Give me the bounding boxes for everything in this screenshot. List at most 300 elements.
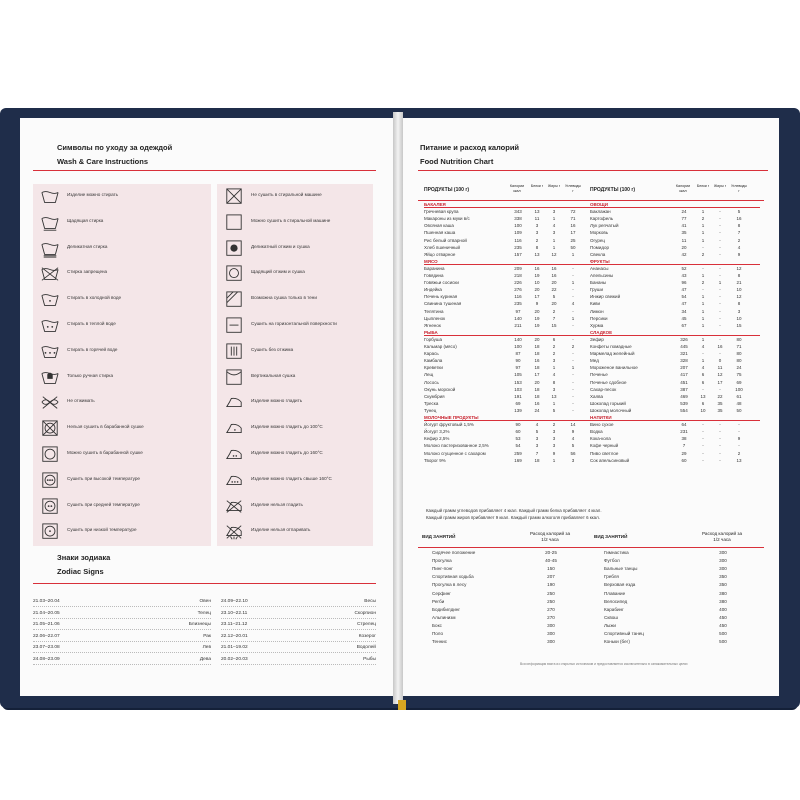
food-name: Сок апельсиновый: [590, 457, 630, 463]
food-name: Печенье: [590, 372, 608, 378]
food-row: [590, 457, 760, 464]
bookmark-ribbon: [398, 700, 406, 710]
food-row: [424, 215, 594, 222]
food-category: ФРУКТЫ: [590, 258, 760, 265]
wash-symbol-label: Стирать в горячей воде: [67, 346, 118, 352]
wash-symbol-label: Щадящая стирка: [67, 217, 104, 223]
food-value: 5: [571, 443, 575, 449]
food-name: Персики: [590, 315, 608, 321]
food-value: 3: [552, 443, 556, 449]
food-value: 25: [570, 237, 576, 243]
food-name: Инжир свежий: [590, 294, 621, 300]
food-row: [590, 400, 760, 407]
food-value: 9: [535, 301, 539, 307]
tub-icon: [39, 188, 61, 206]
food-value: 60: [515, 429, 521, 435]
food-row: [590, 450, 760, 457]
food-name: Шоколад горький: [590, 400, 626, 406]
food-value: 153: [514, 379, 522, 385]
activity-row: [590, 606, 755, 614]
food-value: -: [572, 336, 574, 342]
food-value: 12: [736, 265, 742, 271]
food-value: 16: [534, 400, 540, 406]
header-product: ПРОДУКТЫ (100 г): [590, 187, 636, 193]
food-value: -: [572, 393, 574, 399]
wash-title-en: Wash & Care Instructions: [57, 157, 148, 166]
food-row: [590, 442, 760, 449]
food-name: Морковь: [590, 230, 609, 236]
food-value: -: [719, 273, 721, 278]
food-value: 35: [681, 230, 687, 236]
food-row: [424, 272, 594, 279]
nutrition-note-2: Каждый грамм жиров прибавляет 9 ккал. Каждый грамм алкоголя прибавляет 6 ккал.: [426, 515, 600, 520]
wash-symbol-label: Деликатный отжим и сушка: [251, 243, 310, 249]
header-col: Углеводы г: [565, 184, 581, 193]
food-value: 90: [515, 358, 521, 364]
activity-row: [590, 590, 755, 598]
activity-row: [590, 638, 755, 646]
food-value: -: [572, 287, 574, 293]
food-value: 1: [552, 216, 556, 222]
activity-name: Гимнастика: [604, 550, 629, 555]
food-value: 45: [681, 315, 687, 321]
activity-kcal: 250: [547, 590, 555, 596]
food-value: 54: [515, 443, 521, 449]
food-row: [424, 244, 594, 251]
activity-row: [590, 557, 755, 565]
food-name: Говяжьи сосиски: [424, 280, 459, 286]
activity-row: [418, 549, 583, 557]
food-value: -: [719, 216, 721, 222]
activity-kcal: 40-45: [545, 558, 557, 564]
food-value: 90: [515, 422, 521, 428]
food-value: -: [719, 308, 721, 314]
food-value: 6: [552, 336, 556, 342]
header-col: Жиры г: [713, 184, 727, 188]
zodiac-sign: Стрелец: [356, 622, 376, 627]
wash-symbol-label: Не сушить в стиральной машине: [251, 192, 322, 197]
food-value: 9: [737, 436, 741, 442]
food-value: 17: [534, 372, 540, 378]
activity-kcal: 450: [719, 614, 727, 620]
wash-symbol-row: [217, 365, 373, 391]
food-value: 1: [701, 336, 705, 342]
food-name: Помидор: [590, 244, 609, 250]
food-value: 38: [681, 436, 687, 442]
food-value: 96: [681, 280, 687, 286]
zodiac-row: [221, 596, 376, 607]
header-product: ПРОДУКТЫ (100 г): [424, 187, 470, 193]
food-row: [424, 293, 594, 300]
wash-symbol-label: Не отжимать: [67, 398, 95, 404]
food-value: 7: [737, 230, 741, 236]
food-value: 1: [718, 280, 722, 286]
food-value: 2: [535, 237, 539, 243]
wash-symbol-label: Изделие можно гладить: [251, 398, 303, 404]
food-value: 2: [571, 344, 575, 349]
food-value: 18: [534, 457, 540, 463]
food-name: Ананасы: [590, 265, 609, 271]
food-row: [424, 357, 594, 364]
activity-row: [590, 573, 755, 581]
food-name: Мармелад желейный: [590, 351, 635, 357]
wash-symbol-label: Вертикальная сушка: [251, 372, 296, 378]
activity-row: [418, 557, 583, 565]
food-value: 6: [701, 400, 705, 406]
food-value: 140: [514, 315, 522, 321]
food-value: 77: [681, 216, 687, 222]
food-row: [590, 371, 760, 378]
zodiac-row: [221, 642, 376, 653]
food-name: Лосось: [424, 379, 439, 385]
food-row: [424, 265, 594, 272]
food-name: Картофель: [590, 216, 614, 222]
food-name: Пшенная каша: [424, 230, 456, 236]
food-value: 4: [552, 223, 556, 229]
wash-column-1: [33, 184, 211, 546]
tub-cold-icon: [39, 291, 61, 309]
food-value: 1: [571, 251, 575, 257]
iron-icon: [223, 394, 245, 412]
food-name: Шоколад молочный: [590, 407, 632, 413]
food-value: 2: [737, 450, 741, 456]
food-value: 29: [681, 450, 687, 456]
food-row: [590, 265, 760, 272]
food-value: 1: [701, 294, 705, 300]
activity-row: [590, 581, 755, 589]
food-value: 64: [681, 422, 687, 428]
nutrition-note-1: Каждый грамм углеводов прибавляет 4 ккал. Каждый грамм белка прибавляет 4 ккал.: [426, 508, 602, 513]
no-iron-icon: [223, 498, 245, 516]
food-row: [424, 442, 594, 449]
food-value: 61: [736, 393, 742, 399]
food-name: Йогурт 3,2%: [424, 429, 450, 435]
activity-kcal: 300: [547, 622, 555, 628]
hand-wash-icon: [39, 369, 61, 387]
food-value: -: [572, 265, 574, 271]
food-name: Лимон: [590, 308, 604, 314]
activity-header-kcal: Расход калорий за 1/2 часа: [530, 531, 570, 542]
food-value: -: [572, 379, 574, 385]
food-value: 41: [681, 223, 687, 229]
food-row: [590, 251, 760, 258]
food-row: [590, 208, 760, 215]
zodiac-row: [221, 654, 376, 665]
food-value: -: [719, 443, 721, 449]
food-value: 103: [514, 386, 522, 392]
food-value: -: [572, 407, 574, 413]
food-name: Огурец: [590, 237, 605, 243]
zodiac-dates: 22.06–22.07: [33, 633, 60, 639]
wash-symbol-label: Изделие нельзя отпаривать: [251, 527, 311, 533]
food-row: [590, 386, 760, 393]
food-row: [424, 400, 594, 407]
zodiac-row: [221, 608, 376, 619]
food-value: 8: [737, 223, 741, 229]
food-row: [424, 428, 594, 435]
food-value: 1: [552, 457, 556, 463]
food-row: [424, 315, 594, 322]
food-row: [590, 244, 760, 251]
food-row: [424, 308, 594, 315]
wash-symbol-row: [217, 390, 373, 416]
food-name: Конфеты помадные: [590, 344, 632, 349]
zodiac-row: [221, 631, 376, 642]
activity-name: Альпинизм: [432, 614, 456, 620]
wash-symbol-row: [217, 416, 373, 442]
food-value: 3: [552, 230, 556, 236]
food-value: -: [719, 230, 721, 236]
food-value: 235: [514, 244, 522, 250]
food-value: -: [719, 223, 721, 229]
iron-medium-icon: [223, 446, 245, 464]
food-value: -: [719, 450, 721, 456]
activity-row: [418, 573, 583, 581]
food-value: 5: [552, 407, 556, 413]
zodiac-dates: 24.09–22.10: [221, 599, 248, 604]
food-name: Треска: [424, 400, 439, 406]
activity-name: Регби: [432, 598, 445, 604]
food-value: 235: [514, 301, 522, 307]
wash-symbol-label: Стирка запрещена: [67, 269, 108, 275]
food-value: 3: [552, 429, 556, 435]
shade-dry-icon: [223, 291, 245, 309]
food-value: -: [572, 400, 574, 406]
food-row: [590, 393, 760, 400]
food-name: Баклажан: [590, 209, 611, 215]
gentle-spin-icon: [223, 265, 245, 283]
food-row: [590, 286, 760, 293]
activity-row: [418, 598, 583, 606]
food-row: [590, 379, 760, 386]
food-row: [424, 421, 594, 428]
food-value: -: [738, 422, 740, 428]
food-row: [590, 215, 760, 222]
zodiac-row: [221, 619, 376, 630]
food-value: 3: [535, 436, 539, 442]
food-row: [590, 237, 760, 244]
wash-symbol-row: [217, 287, 373, 313]
food-value: 326: [680, 336, 688, 342]
food-value: -: [719, 436, 721, 442]
food-name: Окунь морской: [424, 386, 456, 392]
food-value: 12: [717, 372, 723, 378]
no-machine-dry-icon: [223, 188, 245, 206]
food-value: 20: [534, 336, 540, 342]
food-name: Гречневая крупа: [424, 209, 459, 215]
zodiac-row: [33, 596, 211, 607]
activity-name: Велосипед: [604, 598, 628, 604]
activity-kcal: 450: [719, 622, 727, 628]
food-value: 9: [571, 429, 575, 435]
tumble-dry-high-icon: [39, 472, 61, 490]
zodiac-row: [33, 619, 211, 630]
food-value: 3: [535, 230, 539, 236]
food-value: 34: [681, 308, 687, 314]
activity-kcal: 300: [719, 558, 727, 564]
food-row: [424, 371, 594, 378]
activity-name: Бодибилдинг: [432, 606, 461, 612]
food-name: Свекла: [590, 251, 606, 257]
food-value: 7: [535, 450, 539, 456]
food-name: Халва: [590, 393, 603, 399]
food-value: 9: [552, 450, 556, 456]
food-value: 24: [681, 209, 687, 215]
food-value: 9: [737, 251, 741, 257]
food-value: 1: [701, 223, 705, 229]
food-value: 71: [736, 344, 742, 349]
food-name: Камбала: [424, 358, 443, 364]
wash-symbol-label: Сушить при низкой температуре: [67, 527, 137, 533]
zodiac-dates: 21.03–20.04: [33, 599, 60, 604]
food-value: 35: [717, 400, 723, 406]
food-value: 52: [681, 265, 687, 271]
zodiac-sign: Дева: [199, 656, 211, 662]
food-value: 20: [551, 280, 557, 286]
wash-symbol-row: [33, 236, 211, 262]
activity-row: [418, 581, 583, 589]
food-value: 72: [570, 209, 576, 215]
food-name: Вино сухое: [590, 422, 614, 428]
food-row: [590, 272, 760, 279]
food-name: Лещ: [424, 372, 434, 378]
wash-symbol-row: [33, 184, 211, 210]
zodiac-row: [33, 642, 211, 653]
food-value: 20: [534, 287, 540, 293]
activity-name: Коньки (бег): [604, 639, 630, 645]
activity-row: [418, 638, 583, 646]
food-name: Индейка: [424, 287, 442, 293]
food-value: 343: [514, 209, 522, 215]
activity-row: [590, 565, 755, 573]
wash-symbol-row: [217, 519, 373, 545]
food-value: 387: [680, 386, 688, 392]
food-value: -: [702, 422, 704, 428]
food-name: Мороженое ванильное: [590, 365, 638, 371]
food-value: 18: [534, 365, 540, 371]
food-value: 4: [535, 422, 539, 428]
activity-row: [418, 630, 583, 638]
food-name: Овсяная каша: [424, 223, 454, 229]
activity-name: Бальные танцы: [604, 566, 638, 572]
food-name: Креветки: [424, 365, 443, 371]
wash-symbol-row: [217, 184, 373, 210]
food-row: [590, 315, 760, 322]
food-row: [424, 407, 594, 414]
food-value: -: [738, 443, 740, 449]
no-wring-icon: [39, 394, 61, 412]
food-value: 10: [736, 315, 742, 321]
food-value: 17: [570, 230, 576, 236]
activity-kcal: 500: [719, 631, 727, 636]
food-row: [424, 343, 594, 350]
food-value: 10: [534, 280, 540, 286]
food-value: 97: [515, 365, 521, 371]
activity-name: Спортивный танец: [604, 631, 644, 636]
activity-kcal: 270: [547, 606, 555, 612]
activity-name: Сидячее положение: [432, 550, 476, 555]
header-col: Белки г: [530, 184, 544, 188]
food-value: 1: [552, 365, 556, 371]
food-value: 100: [514, 223, 522, 229]
food-value: -: [702, 386, 704, 392]
activity-kcal: 20-25: [545, 550, 557, 555]
food-value: -: [702, 244, 704, 250]
food-value: 2: [552, 351, 556, 357]
food-row: [424, 229, 594, 236]
activity-kcal: 380: [719, 590, 727, 596]
food-name: Баранина: [424, 265, 445, 271]
food-name: Груши: [590, 287, 604, 293]
food-category: МЯСО: [424, 258, 594, 265]
food-row: [590, 357, 760, 364]
food-name: Скумбрия: [424, 393, 445, 399]
activity-kcal: 150: [547, 566, 555, 572]
wash-symbol-label: Изделие можно гладить свыше 160°C: [251, 475, 332, 481]
wash-symbol-label: Деликатная стирка: [67, 243, 108, 249]
food-value: 328: [680, 358, 688, 364]
food-value: 3: [535, 443, 539, 449]
wash-symbol-label: Изделие можно стирать: [67, 192, 119, 197]
food-row: [590, 350, 760, 357]
food-value: 20: [534, 379, 540, 385]
food-value: 22: [551, 287, 557, 293]
activity-name: Гребля: [604, 574, 619, 580]
food-name: Хурма: [590, 322, 604, 328]
food-value: 67: [681, 322, 687, 328]
wash-symbol-row: [33, 468, 211, 494]
activity-kcal: 300: [719, 566, 727, 572]
food-value: 4: [737, 244, 741, 250]
activity-row: [590, 630, 755, 638]
food-value: 15: [551, 322, 557, 328]
food-value: 8: [737, 301, 741, 307]
wash-symbol-row: [33, 287, 211, 313]
food-name: Водка: [590, 429, 603, 435]
food-table-header: [424, 184, 594, 198]
activity-kcal: 500: [719, 639, 727, 645]
activity-kcal: 250: [547, 598, 555, 604]
food-name: Горбуша: [424, 336, 442, 342]
food-value: -: [719, 265, 721, 271]
food-row: [590, 293, 760, 300]
food-value: 7: [552, 315, 556, 321]
food-value: 226: [514, 280, 522, 286]
food-value: 47: [681, 301, 687, 307]
food-value: 469: [680, 393, 688, 399]
activity-kcal: 350: [719, 582, 727, 588]
activity-kcal: 300: [547, 631, 555, 636]
zodiac-row: [33, 654, 211, 665]
food-value: 13: [534, 251, 540, 257]
food-value: -: [719, 287, 721, 293]
food-value: -: [738, 429, 740, 435]
activity-name: Карабинг: [604, 606, 624, 612]
food-value: 14: [570, 422, 576, 428]
tub-crossed-icon: [39, 265, 61, 283]
tub-warm-icon: [39, 317, 61, 335]
wash-symbol-label: Изделие можно гладить до 160°C: [251, 450, 323, 455]
header-col: Калории ккал: [675, 184, 691, 193]
food-value: 4: [571, 436, 575, 442]
food-row: [424, 350, 594, 357]
food-value: -: [719, 351, 721, 357]
spine: [393, 112, 403, 704]
wash-symbol-row: [33, 261, 211, 287]
food-value: 12: [551, 251, 557, 257]
food-row: [424, 322, 594, 329]
food-value: 6: [701, 372, 705, 378]
